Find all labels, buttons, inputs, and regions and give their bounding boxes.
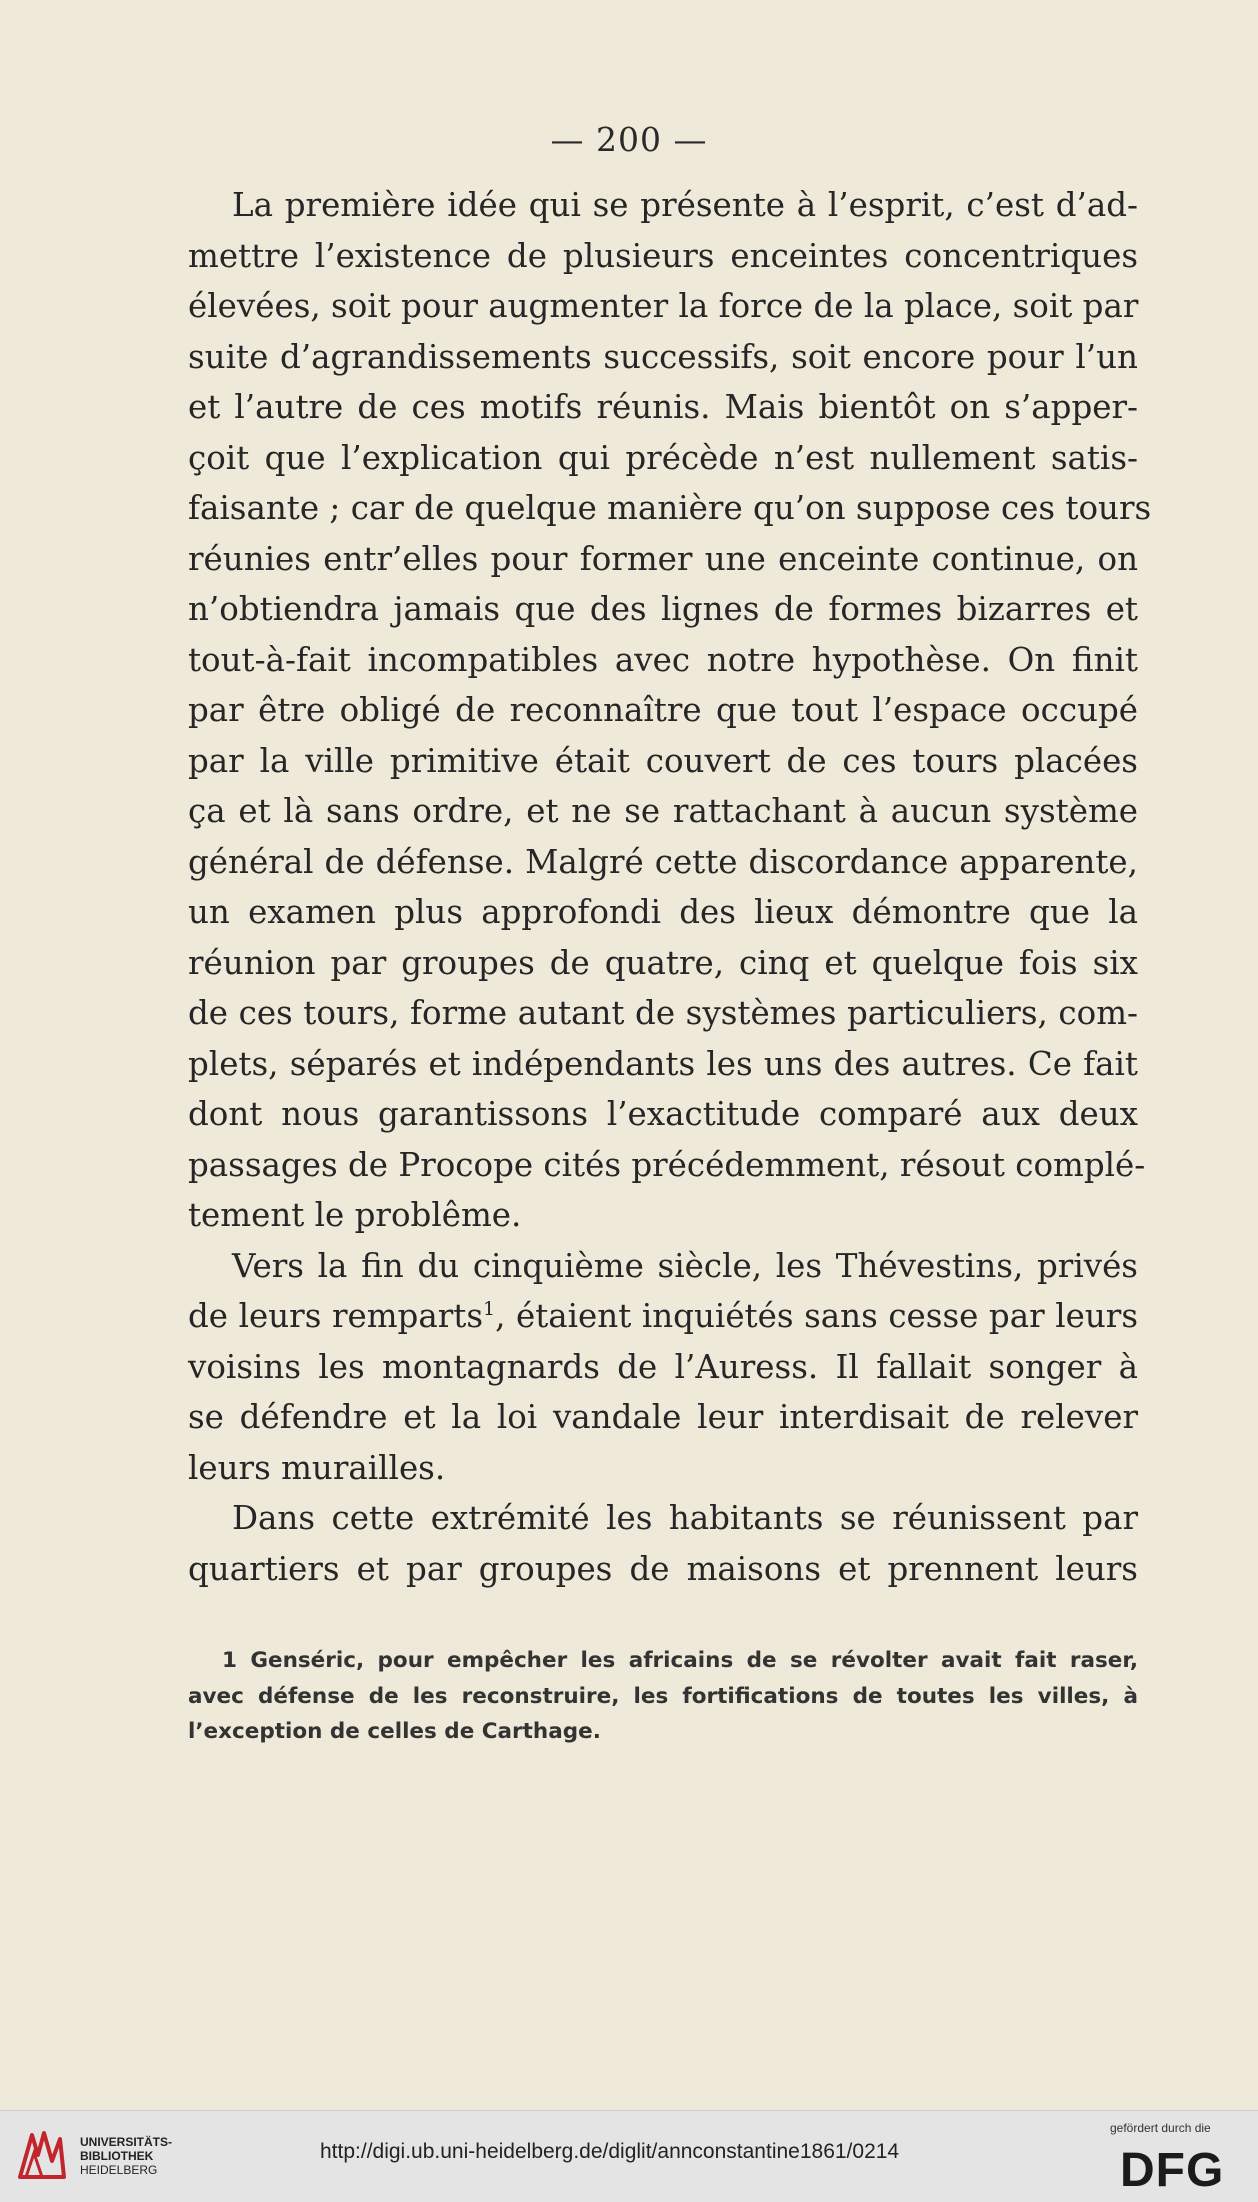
- text-line: dont nous garantissons l’exactitude comparé aux deux: [188, 1095, 1138, 1133]
- page-number: — 200 —: [550, 120, 708, 159]
- library-name: [80, 2135, 172, 2177]
- text-line: voisins les montagnards de l’Auress. Il fallait songer à: [188, 1347, 1138, 1386]
- footnote: [188, 1643, 1138, 1750]
- library-name-line: BIBLIOTHEK: [80, 2149, 154, 2163]
- text-line: ça et là sans ordre, et ne se rattachant à aucun système: [188, 792, 1138, 830]
- footnote-line: 1 Genséric, pour empêcher les africains de se révolter avait fait raser,: [222, 1648, 1138, 1673]
- text-line: élevées, soit pour augmenter la force de la place, soit par: [188, 287, 1139, 325]
- text-line: mettre l’existence de plusieurs enceintes concentriques: [188, 236, 1138, 275]
- library-name-line: UNIVERSITÄTS-: [80, 2135, 173, 2149]
- footnote-line: l’exception de celles de Carthage.: [188, 1719, 601, 1744]
- text-line: Dans cette extrémité les habitants se réunissent par: [232, 1499, 1138, 1537]
- text-line: çoit que l’explication qui précède n’est nullement satis-: [188, 438, 1138, 477]
- text-line: leurs murailles.: [188, 1448, 446, 1487]
- text-line: réunion par groupes de quatre, cinq et quelque fois six: [188, 943, 1138, 982]
- text-line: quartiers et par groupes de maisons et prennent leurs: [188, 1549, 1138, 1588]
- text-line: un examen plus approfondi des lieux démontre que la: [188, 893, 1138, 931]
- text-line: La première idée qui se présente à l’esprit, c’est d’ad-: [232, 186, 1138, 224]
- text-line: par être obligé de reconnaître que tout l’espace occupé: [188, 691, 1138, 729]
- text-line: et l’autre de ces motifs réunis. Mais bientôt on s’apper-: [188, 388, 1138, 426]
- footnote-reference: 1: [483, 1298, 496, 1321]
- library-name-line: HEIDELBERG: [80, 2163, 158, 2177]
- text-line: de ces tours, forme autant de systèmes particuliers, com-: [188, 994, 1138, 1032]
- text-line: tement le problême.: [188, 1196, 522, 1234]
- text-line-with-footnote-ref: [188, 1291, 1138, 1342]
- text-line: Vers la fin du cinquième siècle, les Thévestins, privés: [232, 1246, 1138, 1285]
- text-line: général de défense. Malgré cette discordance apparente,: [188, 842, 1138, 881]
- funder-label: gefördert durch die: [1110, 2121, 1211, 2135]
- text-line: n’obtiendra jamais que des lignes de formes bizarres et: [188, 590, 1138, 628]
- text-line: par la ville primitive était couvert de ces tours placées: [188, 741, 1138, 780]
- text-line: réunies entr’elles pour former une enceinte continue, on: [188, 539, 1138, 578]
- text-segment: , étaient inquiétés sans cesse par leurs: [495, 1297, 1138, 1335]
- text-line: faisante ; car de quelque manière qu’on suppose ces tours: [188, 489, 1152, 527]
- text-line: se défendre et la loi vandale leur interdisait de relever: [188, 1398, 1138, 1436]
- university-library-logo-icon: [12, 2125, 72, 2185]
- permalink-url[interactable]: http://digi.ub.uni-heidelberg.de/diglit/annconstantine1861/0214: [320, 2140, 900, 2163]
- text-line: passages de Procope cités précédemment, résout complé-: [188, 1145, 1146, 1184]
- footer-bar: [0, 2110, 1258, 2202]
- text-line: plets, séparés et indépendants les uns des autres. Ce fait: [188, 1044, 1138, 1083]
- dfg-logo: DFG: [1120, 2144, 1225, 2197]
- footnote-line: avec défense de les reconstruire, les fortifications de toutes les villes, à: [188, 1683, 1138, 1709]
- text-segment: de leurs remparts: [188, 1297, 483, 1335]
- text-line: tout-à-fait incompatibles avec notre hypothèse. On finit: [188, 640, 1138, 679]
- body-text: [188, 180, 1152, 1594]
- text-line: suite d’agrandissements successifs, soit encore pour l’un: [188, 337, 1138, 376]
